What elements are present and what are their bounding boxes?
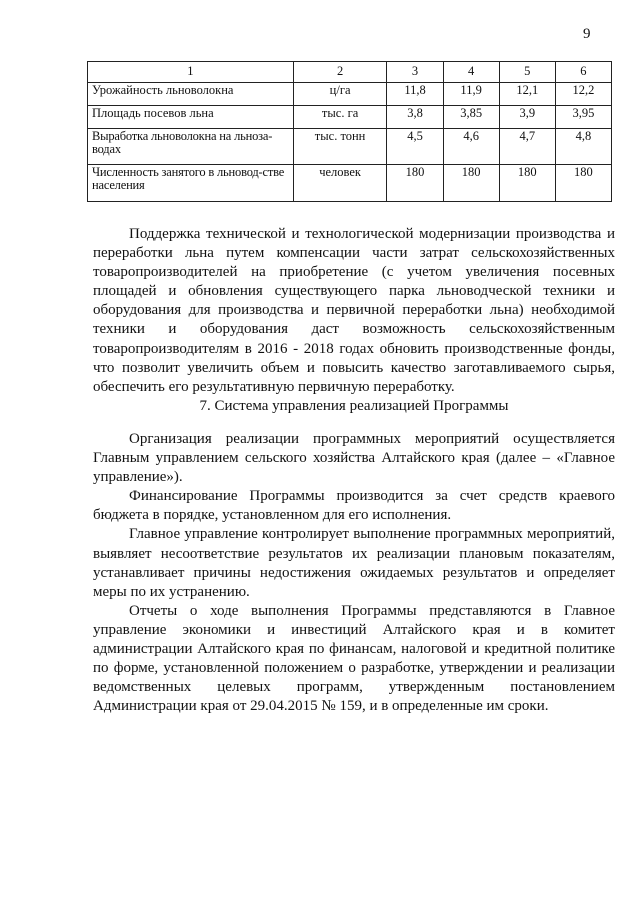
table-row: [88, 106, 612, 129]
indicator-value: 12,1: [499, 83, 555, 106]
body-text-intro: [93, 225, 615, 397]
indicator-value: 4,6: [443, 129, 499, 165]
indicator-name: Урожайность льноволокна: [88, 83, 294, 106]
indicator-value: 180: [499, 165, 555, 202]
indicator-name: Выработка льноволокна на льноза-водах: [88, 129, 294, 165]
indicator-value: 4,8: [555, 129, 611, 165]
table-header-cell: 1: [88, 62, 294, 83]
indicator-unit: человек: [293, 165, 387, 202]
indicator-value: 180: [443, 165, 499, 202]
indicator-value: 180: [387, 165, 443, 202]
indicator-unit: тыс. га: [293, 106, 387, 129]
indicator-unit: ц/га: [293, 83, 387, 106]
indicator-value: 11,9: [443, 83, 499, 106]
indicator-value: 12,2: [555, 83, 611, 106]
table-header-cell: 4: [443, 62, 499, 83]
table-row: [88, 83, 612, 106]
indicator-value: 3,8: [387, 106, 443, 129]
indicator-value: 4,7: [499, 129, 555, 165]
indicator-name: Численность занятого в льновод-стве населения: [88, 165, 294, 202]
paragraph: Финансирование Программы производится за счет средств краевого бюджета в порядке, установленном для его исполнения.: [93, 488, 615, 524]
table-row: [88, 129, 612, 165]
indicator-value: 3,85: [443, 106, 499, 129]
table-header-row: [88, 62, 612, 83]
indicators-table: [87, 61, 612, 202]
paragraph: Поддержка технической и технологической модернизации производства и переработки льна путем компенсации части затрат сельскохозяйственных товаропроизводителей на приобретение (с учетом увеличения посевных площадей и обновления существующего парка льноводческой техники и оборудования для производства и первичной переработки льна) необходимой техники и оборудования даст возможность сельскохозяйственным товаропроизводителям в 2016 - 2018 годах обновить производственные фонды, что позволит увеличить объем и повысить качество заготавливаемого сырья, обеспечить его результативную первичную переработку.: [93, 226, 615, 395]
indicator-unit: тыс. тонн: [293, 129, 387, 165]
indicator-value: 3,95: [555, 106, 611, 129]
body-text-section: [93, 430, 615, 716]
table-header-cell: 2: [293, 62, 387, 83]
indicator-value: 3,9: [499, 106, 555, 129]
table-header-cell: 5: [499, 62, 555, 83]
table-row: [88, 165, 612, 202]
indicator-name: Площадь посевов льна: [88, 106, 294, 129]
table-header-cell: 3: [387, 62, 443, 83]
paragraph: Главное управление контролирует выполнение программных мероприятий, выявляет несоответствие результатов их реализации плановым показателям, устанавливает причины недостижения ожидаемых результатов и определяет меры по их устранению.: [93, 526, 615, 600]
indicator-value: 180: [555, 165, 611, 202]
indicator-value: 4,5: [387, 129, 443, 165]
paragraph: Организация реализации программных мероприятий осуществляется Главным управлением сельского хозяйства Алтайского края (далее – «Главное управление»).: [93, 431, 615, 486]
paragraph: Отчеты о ходе выполнения Программы представляются в Главное управление экономики и инвестиций Алтайского края и в комитет администрации Алтайского края по финансам, налоговой и кредитной политике по форме, установленной положением о разработке, утверждении и реализации ведомственных целевых программ, утвержденным постановлением Администрации края от 29.04.2015 № 159, и в определенные им сроки.: [93, 602, 615, 715]
section-heading: 7. Система управления реализацией Программы: [199, 398, 509, 414]
table-header-cell: 6: [555, 62, 611, 83]
indicator-value: 11,8: [387, 83, 443, 106]
page-number: 9: [583, 26, 591, 42]
